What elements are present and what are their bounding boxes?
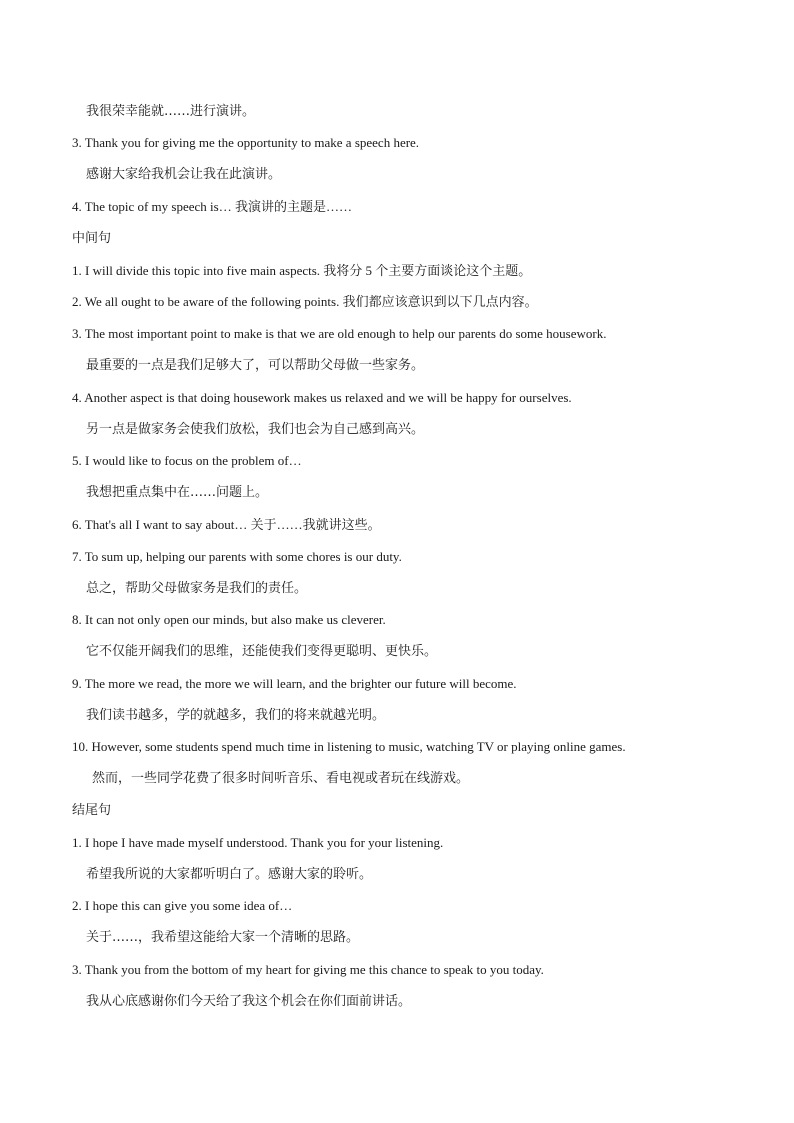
middle-item-3: 3. The most important point to make is that we are old enough to help our parents do some housework. <box>72 326 607 341</box>
middle-item-10: 10. However, some students spend much time in listening to music, watching TV or playing online games. <box>72 739 626 754</box>
ending-item-1: 1. I hope I have made myself understood. Thank you for your listening. <box>72 835 444 850</box>
middle-item-1: 1. I will divide this topic into five main aspects. 我将分 5 个主要方面谈论这个主题。 <box>72 263 532 278</box>
middle-item-10-translation: 然而，一些同学花费了很多时间听音乐、看电视或者玩在线游戏。 <box>92 771 470 786</box>
ending-item-2: 2. I hope this can give you some idea of… <box>72 898 293 913</box>
ending-heading: 结尾句 <box>72 803 112 818</box>
middle-item-4: 4. Another aspect is that doing housework makes us relaxed and we will be happy for ourselves. <box>72 390 572 405</box>
middle-item-7: 7. To sum up, helping our parents with some chores is our duty. <box>72 549 402 564</box>
ending-item-3-translation: 我从心底感谢你们今天给了我这个机会在你们面前讲话。 <box>86 994 412 1009</box>
opening-item-3-translation: 感谢大家给我机会让我在此演讲。 <box>86 167 282 182</box>
middle-item-2: 2. We all ought to be aware of the following points. 我们都应该意识到以下几点内容。 <box>72 294 538 309</box>
middle-item-8-translation: 它不仅能开阔我们的思维，还能使我们变得更聪明、更快乐。 <box>86 644 438 659</box>
ending-item-1-translation: 希望我所说的大家都听明白了。感谢大家的聆听。 <box>86 867 373 882</box>
middle-item-3-translation: 最重要的一点是我们足够大了，可以帮助父母做一些家务。 <box>86 358 425 373</box>
middle-item-9: 9. The more we read, the more we will learn, and the brighter our future will become. <box>72 676 517 691</box>
opening-item-3: 3. Thank you for giving me the opportunity to make a speech here. <box>72 135 420 150</box>
middle-item-5: 5. I would like to focus on the problem of… <box>72 453 302 468</box>
middle-item-6: 6. That's all I want to say about… 关于……我就讲这些。 <box>72 517 381 532</box>
middle-heading: 中间句 <box>72 231 112 246</box>
middle-item-4-translation: 另一点是做家务会使我们放松，我们也会为自己感到高兴。 <box>86 422 425 437</box>
middle-item-9-translation: 我们读书越多，学的就越多，我们的将来就越光明。 <box>86 708 386 723</box>
middle-item-8: 8. It can not only open our minds, but also make us cleverer. <box>72 612 386 627</box>
ending-item-2-translation: 关于……，我希望这能给大家一个清晰的思路。 <box>86 930 360 945</box>
opening-line-1: 我很荣幸能就……进行演讲。 <box>86 104 256 119</box>
middle-item-5-translation: 我想把重点集中在……问题上。 <box>86 485 269 500</box>
ending-item-3: 3. Thank you from the bottom of my heart for giving me this chance to speak to you today. <box>72 962 544 977</box>
middle-item-7-translation: 总之，帮助父母做家务是我们的责任。 <box>86 581 308 596</box>
opening-item-4: 4. The topic of my speech is… 我演讲的主题是…… <box>72 199 352 214</box>
